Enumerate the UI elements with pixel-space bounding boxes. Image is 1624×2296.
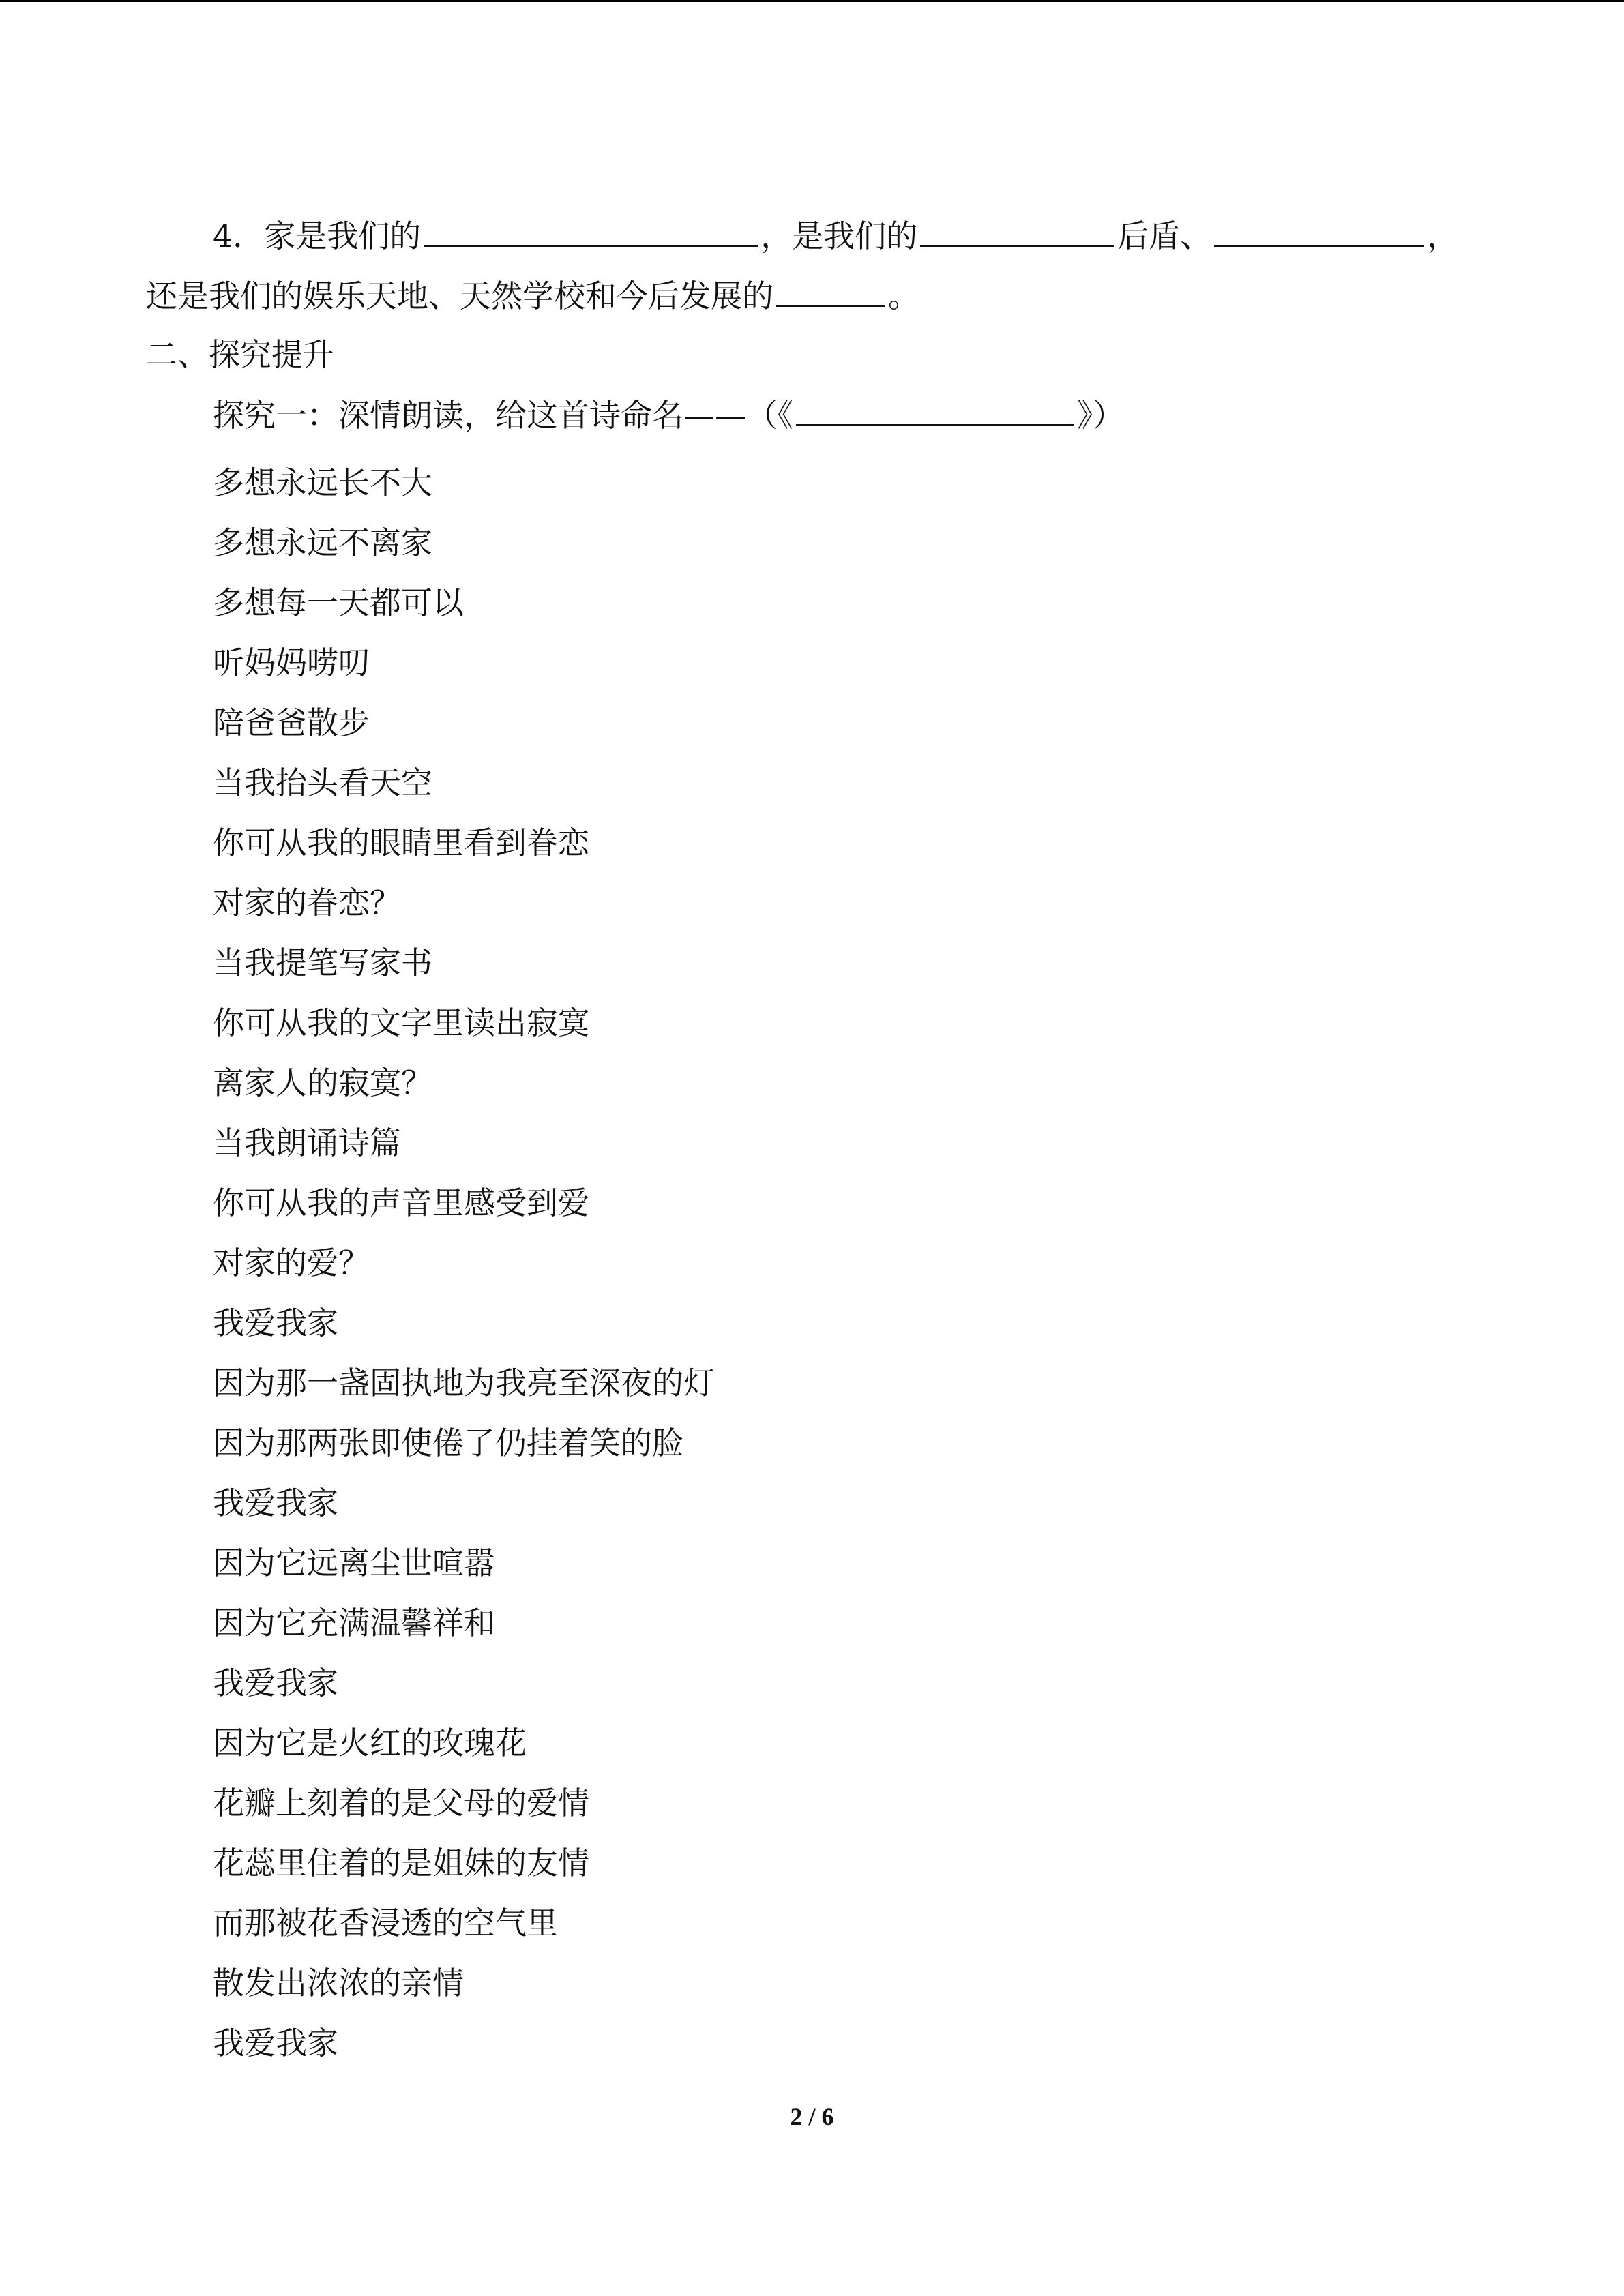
poem-line: 你可从我的文字里读出寂寞: [213, 1004, 589, 1041]
poem-line: 听妈妈唠叨: [213, 644, 370, 681]
page-number: 2 / 6: [790, 2103, 834, 2130]
poem-line: 因为它充满温馨祥和: [213, 1605, 495, 1641]
question-4-line-2: [146, 275, 919, 316]
poem-line: 散发出浓浓的亲情: [213, 1965, 464, 2001]
poem-line: 我爱我家: [213, 1665, 338, 1701]
poem-line: 因为它是火红的玫瑰花: [213, 1725, 527, 1761]
poem-line: 我爱我家: [213, 2025, 338, 2061]
explore-1-prefix: 探究一：深情朗读，给这首诗命名——（《: [213, 397, 793, 434]
poem-line: 因为那一盏固执地为我亮至深夜的灯: [213, 1365, 715, 1401]
poem-title-blank[interactable]: [796, 394, 1074, 426]
poem-line: 陪爸爸散步: [213, 704, 370, 741]
poem-line: 你可从我的声音里感受到爱: [213, 1184, 589, 1221]
poem-line: 因为那两张即使倦了仍挂着笑的脸: [213, 1425, 683, 1461]
poem-line: 多想每一天都可以: [213, 584, 464, 621]
question-4-text-6: 。: [888, 278, 919, 314]
question-4-text-5: 还是我们的娱乐天地、天然学校和今后发展的: [146, 278, 773, 314]
poem-line: 而那被花香浸透的空气里: [213, 1905, 558, 1941]
question-4-text-2: ，是我们的: [761, 218, 918, 254]
fill-blank-4[interactable]: [776, 275, 885, 307]
poem-body: [213, 453, 715, 2073]
explore-1-suffix: 》）: [1077, 397, 1124, 434]
poem-line: 对家的眷恋？: [213, 884, 401, 921]
section-heading: 二、探究提升: [146, 336, 334, 373]
poem-line: 花蕊里住着的是姐妹的友情: [213, 1845, 589, 1881]
poem-line: 当我提笔写家书: [213, 944, 432, 981]
question-4-text-1: 4．家是我们的: [213, 218, 422, 254]
fill-blank-2[interactable]: [920, 215, 1114, 247]
fill-blank-3[interactable]: [1214, 215, 1424, 247]
poem-line: 花瓣上刻着的是父母的爱情: [213, 1785, 589, 1821]
poem-line: 多想永远长不大: [213, 464, 432, 501]
fill-blank-1[interactable]: [424, 215, 758, 247]
poem-line: 我爱我家: [213, 1304, 338, 1341]
poem-line: 我爱我家: [213, 1485, 338, 1521]
question-4-text-3: 后盾、: [1117, 218, 1212, 254]
poem-line: 对家的爱？: [213, 1244, 370, 1281]
poem-line: 多想永远不离家: [213, 524, 432, 561]
poem-line: 当我朗诵诗篇: [213, 1124, 401, 1161]
question-4-text-4: ，: [1427, 218, 1459, 254]
poem-line: 当我抬头看天空: [213, 764, 432, 801]
question-4-line-1: [213, 215, 1458, 256]
poem-line: 离家人的寂寞？: [213, 1064, 432, 1101]
explore-1-heading: [213, 394, 1124, 436]
poem-line: 因为它远离尘世喧嚣: [213, 1545, 495, 1581]
poem-line: 你可从我的眼睛里看到眷恋: [213, 824, 589, 861]
